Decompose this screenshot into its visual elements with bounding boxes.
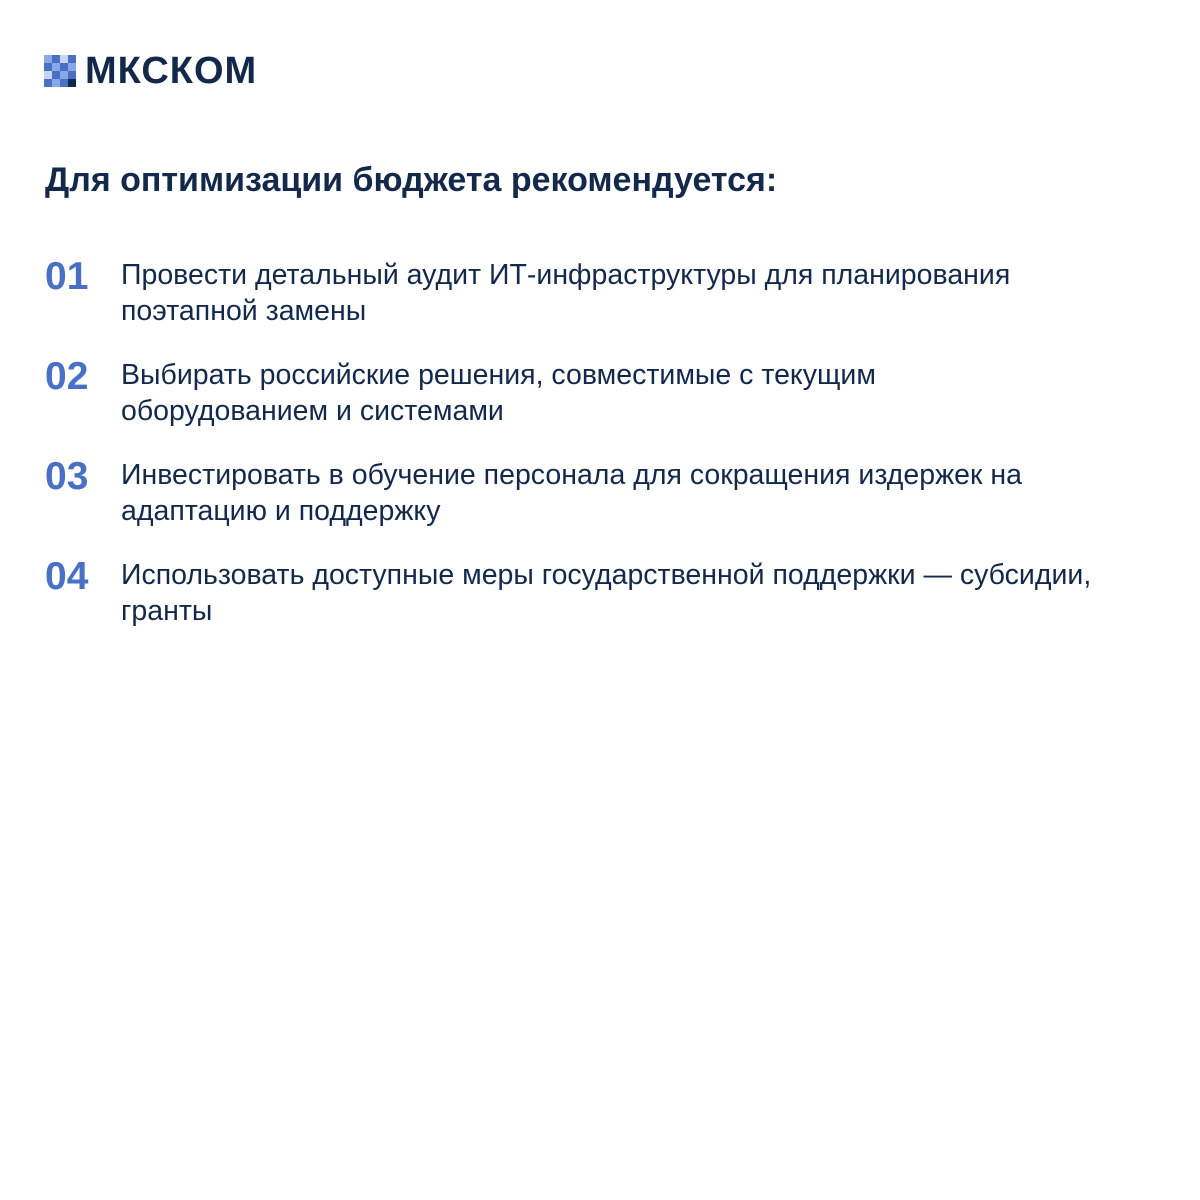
item-text: Инвестировать в обучение персонала для сокращения издержек на адаптацию и поддержку [121,459,1022,527]
list-item [45,250,1175,350]
logo-mark-tile [52,63,60,71]
item-text: Выбирать российские решения, совместимые с текущим оборудованием и системами [121,359,876,427]
list-item [45,550,1175,650]
logo-mark-tile [60,79,68,87]
page-title: Для оптимизации бюджета рекомендуется: [45,161,778,199]
logo-mark-tile [44,71,52,79]
logo [44,50,258,92]
recommendation-list [45,250,1175,650]
logo-mark-tile [68,55,76,63]
logo-mark-tile [52,55,60,63]
logo-mark-tile [44,63,52,71]
list-item [45,350,1175,450]
logo-mark-tile [52,79,60,87]
logo-mark-tile [68,63,76,71]
logo-mark-tile [44,55,52,63]
item-number: 01 [45,255,89,298]
list-item [45,450,1175,550]
logo-mark-tile [60,55,68,63]
logo-mark-tile [52,71,60,79]
logo-mark-tile [60,63,68,71]
item-number: 02 [45,355,89,398]
item-number: 03 [45,455,89,498]
logo-mark-tile [68,71,76,79]
item-number: 04 [45,555,89,598]
item-text: Использовать доступные меры государственной поддержки — субсидии, гранты [121,559,1092,627]
logo-mark-tile [68,79,76,87]
logo-mark-icon [44,55,76,87]
logo-mark-tile [60,71,68,79]
item-text: Провести детальный аудит ИТ-инфраструктуры для планирования поэтапной замены [121,259,1011,327]
logo-mark-tile [44,79,52,87]
logo-text: МКСКОМ [85,50,258,92]
